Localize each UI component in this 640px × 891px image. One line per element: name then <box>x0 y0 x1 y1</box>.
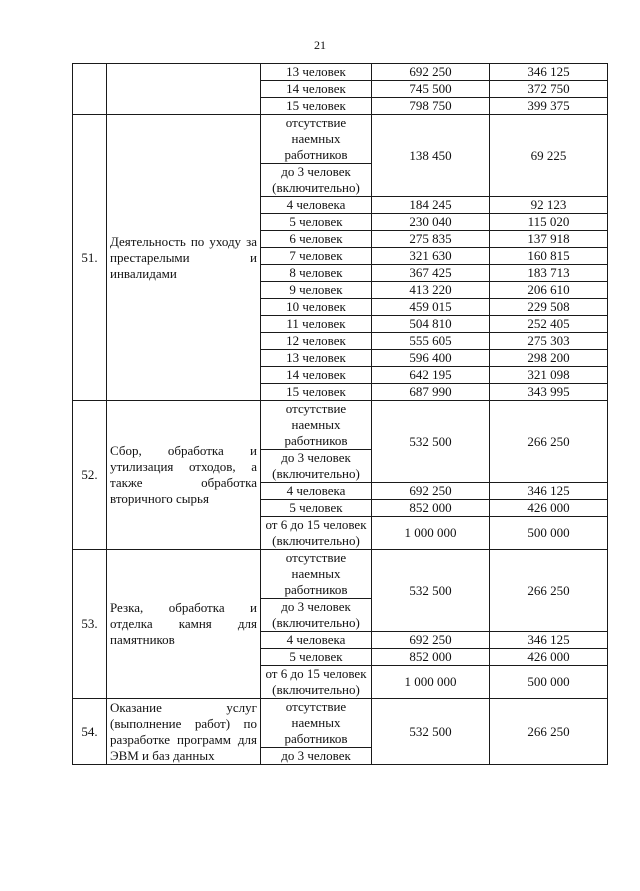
amount-cell: 852 000 <box>372 649 490 666</box>
staff-cell: 6 человек <box>261 231 372 248</box>
amount-cell: 852 000 <box>372 500 490 517</box>
amount-cell: 413 220 <box>372 282 490 299</box>
amount-cell: 184 245 <box>372 197 490 214</box>
amount-cell: 532 500 <box>372 401 490 483</box>
staff-cell: отсутствие наемных работников <box>261 401 372 450</box>
amount-cell: 555 605 <box>372 333 490 350</box>
amount-cell: 138 450 <box>372 115 490 197</box>
activity-name: Деятельность по уходу за престарелыми и инвалидами <box>107 115 261 401</box>
staff-cell: 5 человек <box>261 214 372 231</box>
amount-cell: 160 815 <box>490 248 608 265</box>
staff-cell: до 3 человек (включительно) <box>261 164 372 197</box>
activity-cell <box>107 64 261 115</box>
amount-cell: 426 000 <box>490 500 608 517</box>
staff-cell: до 3 человек (включительно) <box>261 599 372 632</box>
amount-cell: 1 000 000 <box>372 517 490 550</box>
amount-cell: 298 200 <box>490 350 608 367</box>
staff-cell: 14 человек <box>261 81 372 98</box>
amount-cell: 206 610 <box>490 282 608 299</box>
staff-cell: 14 человек <box>261 367 372 384</box>
amount-cell: 346 125 <box>490 483 608 500</box>
amount-cell: 692 250 <box>372 483 490 500</box>
staff-cell: 4 человека <box>261 632 372 649</box>
entry-number: 54. <box>73 699 107 765</box>
activity-name: Резка, обработка и отделка камня для памятников <box>107 550 261 699</box>
amount-cell: 1 000 000 <box>372 666 490 699</box>
staff-cell: отсутствие наемных работников <box>261 699 372 748</box>
staff-cell: до 3 человек (включительно) <box>261 450 372 483</box>
entry-number: 53. <box>73 550 107 699</box>
amount-cell: 115 020 <box>490 214 608 231</box>
table-row <box>73 699 608 748</box>
staff-cell: 7 человек <box>261 248 372 265</box>
table-row <box>73 64 608 81</box>
staff-cell: отсутствие наемных работников <box>261 550 372 599</box>
amount-cell: 745 500 <box>372 81 490 98</box>
table-row <box>73 115 608 164</box>
staff-cell: 10 человек <box>261 299 372 316</box>
amount-cell: 500 000 <box>490 666 608 699</box>
table-row <box>73 401 608 450</box>
amount-cell: 367 425 <box>372 265 490 282</box>
amount-cell: 532 500 <box>372 550 490 632</box>
staff-cell: от 6 до 15 человек (включительно) <box>261 517 372 550</box>
amount-cell: 229 508 <box>490 299 608 316</box>
page-number: 21 <box>314 38 326 52</box>
amount-cell: 399 375 <box>490 98 608 115</box>
amount-cell: 252 405 <box>490 316 608 333</box>
amount-cell: 69 225 <box>490 115 608 197</box>
staff-cell: до 3 человек <box>261 748 372 765</box>
amount-cell: 266 250 <box>490 699 608 765</box>
staff-cell: отсутствие наемных работников <box>261 115 372 164</box>
staff-cell: 13 человек <box>261 350 372 367</box>
amount-cell: 346 125 <box>490 64 608 81</box>
staff-cell: 4 человека <box>261 197 372 214</box>
amount-cell: 266 250 <box>490 401 608 483</box>
amount-cell: 426 000 <box>490 649 608 666</box>
amount-cell: 230 040 <box>372 214 490 231</box>
staff-cell: 9 человек <box>261 282 372 299</box>
staff-cell: 4 человека <box>261 483 372 500</box>
amount-cell: 500 000 <box>490 517 608 550</box>
amount-cell: 372 750 <box>490 81 608 98</box>
amount-cell: 275 303 <box>490 333 608 350</box>
amount-cell: 346 125 <box>490 632 608 649</box>
amount-cell: 92 123 <box>490 197 608 214</box>
staff-cell: 11 человек <box>261 316 372 333</box>
entry-number: 52. <box>73 401 107 550</box>
amount-cell: 642 195 <box>372 367 490 384</box>
amount-cell: 459 015 <box>372 299 490 316</box>
entry-number: 51. <box>73 115 107 401</box>
entry-number-cell <box>73 64 107 115</box>
amount-cell: 504 810 <box>372 316 490 333</box>
tariff-table <box>72 63 608 765</box>
staff-cell: 12 человек <box>261 333 372 350</box>
staff-cell: 8 человек <box>261 265 372 282</box>
amount-cell: 137 918 <box>490 231 608 248</box>
tariff-table-body <box>73 64 608 765</box>
staff-cell: 13 человек <box>261 64 372 81</box>
table-row <box>73 550 608 599</box>
staff-cell: 5 человек <box>261 649 372 666</box>
staff-cell: 5 человек <box>261 500 372 517</box>
activity-name: Оказание услуг (выполнение работ) по разработке программ для ЭВМ и баз данных <box>107 699 261 765</box>
amount-cell: 183 713 <box>490 265 608 282</box>
staff-cell: 15 человек <box>261 384 372 401</box>
amount-cell: 596 400 <box>372 350 490 367</box>
amount-cell: 275 835 <box>372 231 490 248</box>
amount-cell: 266 250 <box>490 550 608 632</box>
amount-cell: 321 098 <box>490 367 608 384</box>
amount-cell: 798 750 <box>372 98 490 115</box>
amount-cell: 692 250 <box>372 64 490 81</box>
activity-name: Сбор, обработка и утилизация отходов, а также обработка вторичного сырья <box>107 401 261 550</box>
amount-cell: 687 990 <box>372 384 490 401</box>
staff-cell: от 6 до 15 человек (включительно) <box>261 666 372 699</box>
amount-cell: 343 995 <box>490 384 608 401</box>
amount-cell: 692 250 <box>372 632 490 649</box>
amount-cell: 321 630 <box>372 248 490 265</box>
amount-cell: 532 500 <box>372 699 490 765</box>
staff-cell: 15 человек <box>261 98 372 115</box>
